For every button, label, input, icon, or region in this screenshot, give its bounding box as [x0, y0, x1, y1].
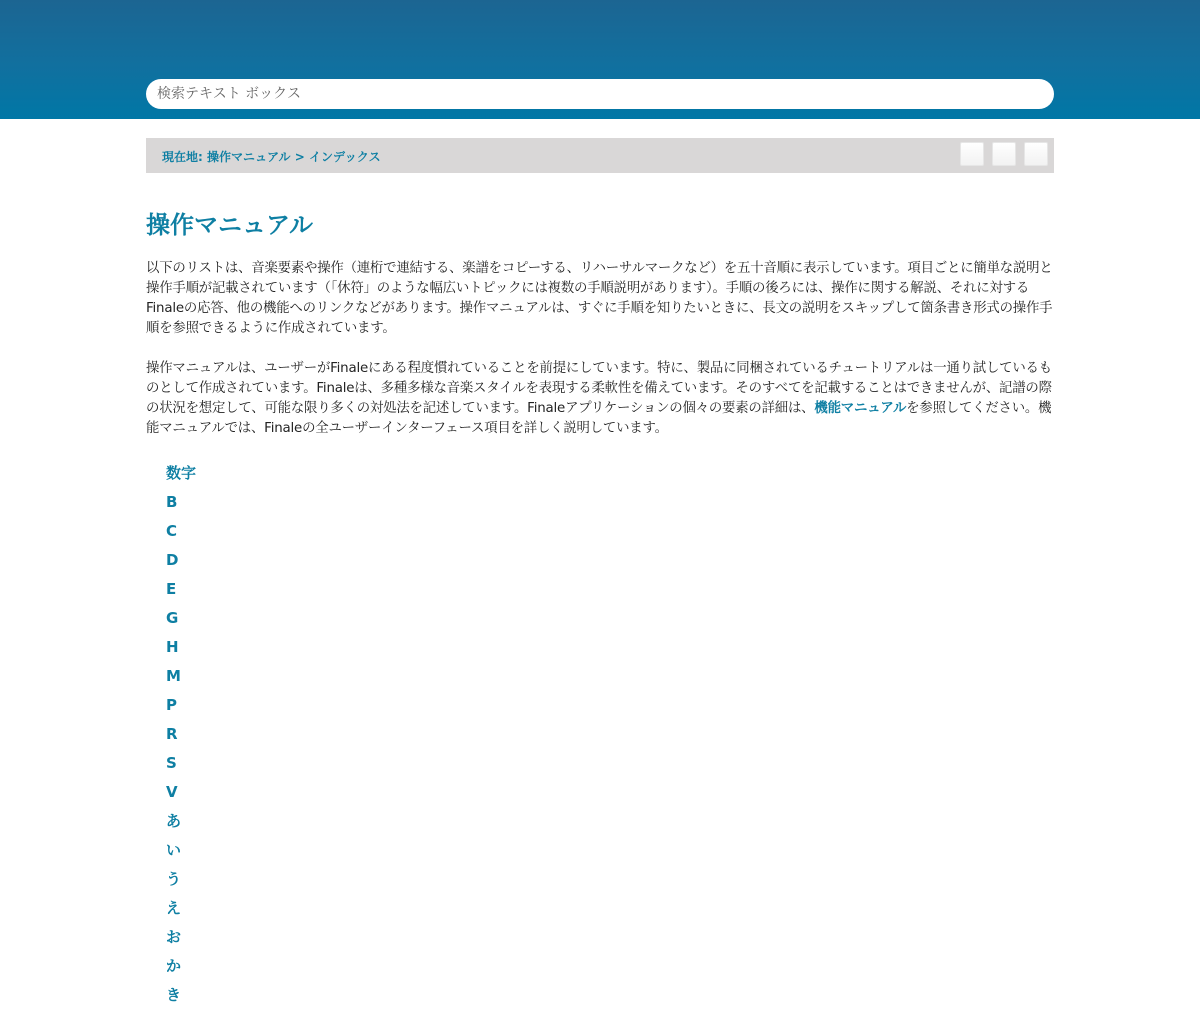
index-item [166, 662, 1054, 691]
index-link[interactable]: あ [166, 812, 182, 830]
next-button[interactable] [1024, 142, 1048, 166]
breadcrumb-separator: > [290, 150, 309, 164]
index-item [166, 691, 1054, 720]
main-content [146, 205, 1054, 1010]
index-item [166, 923, 1054, 952]
index-link[interactable]: V [166, 783, 178, 801]
usage-text-before: 操作マニュアルは、ユーザーがFinaleにある程度慣れていることを前提にしています。特に、製品に同梱されているチュートリアルは一通り試しているものとして作成されています。Finaleは、多種多様な音楽スタイルを表現する柔軟性を備えています。そのすべてを記載することはできませんが、記譜の際の状況を想定して、可能な限り多くの対処法を記述しています。Finaleアプリケーションの個々の要素の詳細は、 [146, 361, 1052, 416]
search-input[interactable] [157, 79, 1043, 109]
index-link[interactable]: か [166, 957, 182, 975]
toolbar-buttons [960, 142, 1048, 166]
index-link[interactable]: D [166, 551, 179, 569]
index-link[interactable]: E [166, 580, 177, 598]
index-link[interactable]: R [166, 725, 178, 743]
index-item [166, 749, 1054, 778]
index-link[interactable]: M [166, 667, 181, 685]
index-link[interactable]: き [166, 986, 182, 1004]
index-item [166, 865, 1054, 894]
breadcrumb-link-manual[interactable]: 操作マニュアル [206, 150, 291, 164]
index-item [166, 575, 1054, 604]
page-title: 操作マニュアル [146, 211, 314, 239]
index-item [166, 459, 1054, 488]
previous-button[interactable] [992, 142, 1016, 166]
site-header [0, 0, 1200, 119]
index-link[interactable]: お [166, 928, 182, 946]
index-link[interactable]: P [166, 696, 177, 714]
intro-paragraph: 以下のリストは、音楽要素や操作（連桁で連結する、楽譜をコピーする、リハーサルマークなど）を五十音順に表示しています。項目ごとに簡単な説明と操作手順が記載されています（「休符」のような幅広いトピックには複数の手順説明があります）。手順の後ろには、操作に関する解説、それに対するFinaleの応答、他の機能へのリンクなどがあります。操作マニュアルは、すぐに手順を知りたいときに、長文の説明をスキップして箇条書き形式の操作手順を参照できるように作成されています。 [146, 261, 1053, 336]
print-button[interactable] [960, 142, 984, 166]
index-link[interactable]: C [166, 522, 178, 540]
usage-paragraph [146, 359, 1054, 439]
index-link[interactable]: 数字 [166, 464, 197, 482]
index-link[interactable]: い [166, 841, 182, 859]
index-item [166, 720, 1054, 749]
index-link[interactable]: B [166, 493, 178, 511]
index-item [166, 517, 1054, 546]
breadcrumb-prefix: 現在地: [162, 150, 207, 164]
index-item [166, 604, 1054, 633]
index-item [166, 981, 1054, 1010]
search-box[interactable] [146, 79, 1054, 109]
function-manual-link[interactable]: 機能マニュアル [814, 401, 907, 416]
index-item [166, 633, 1054, 662]
breadcrumb [162, 148, 381, 165]
index-link[interactable]: え [166, 899, 182, 917]
index-item [166, 488, 1054, 517]
index-link[interactable]: う [166, 870, 182, 888]
index-item [166, 894, 1054, 923]
breadcrumb-current[interactable]: インデックス [308, 150, 381, 164]
index-list [146, 459, 1054, 1010]
index-item [166, 952, 1054, 981]
index-link[interactable]: S [166, 754, 177, 772]
index-item [166, 807, 1054, 836]
breadcrumb-bar [146, 138, 1054, 173]
index-item [166, 546, 1054, 575]
index-item [166, 836, 1054, 865]
usage-text-after: を参照してください。機能マニュアルでは、Finaleの全ユーザーインターフェース項目を詳しく説明しています。 [146, 401, 1052, 436]
index-link[interactable]: H [166, 638, 179, 656]
index-link[interactable]: G [166, 609, 179, 627]
index-item [166, 778, 1054, 807]
